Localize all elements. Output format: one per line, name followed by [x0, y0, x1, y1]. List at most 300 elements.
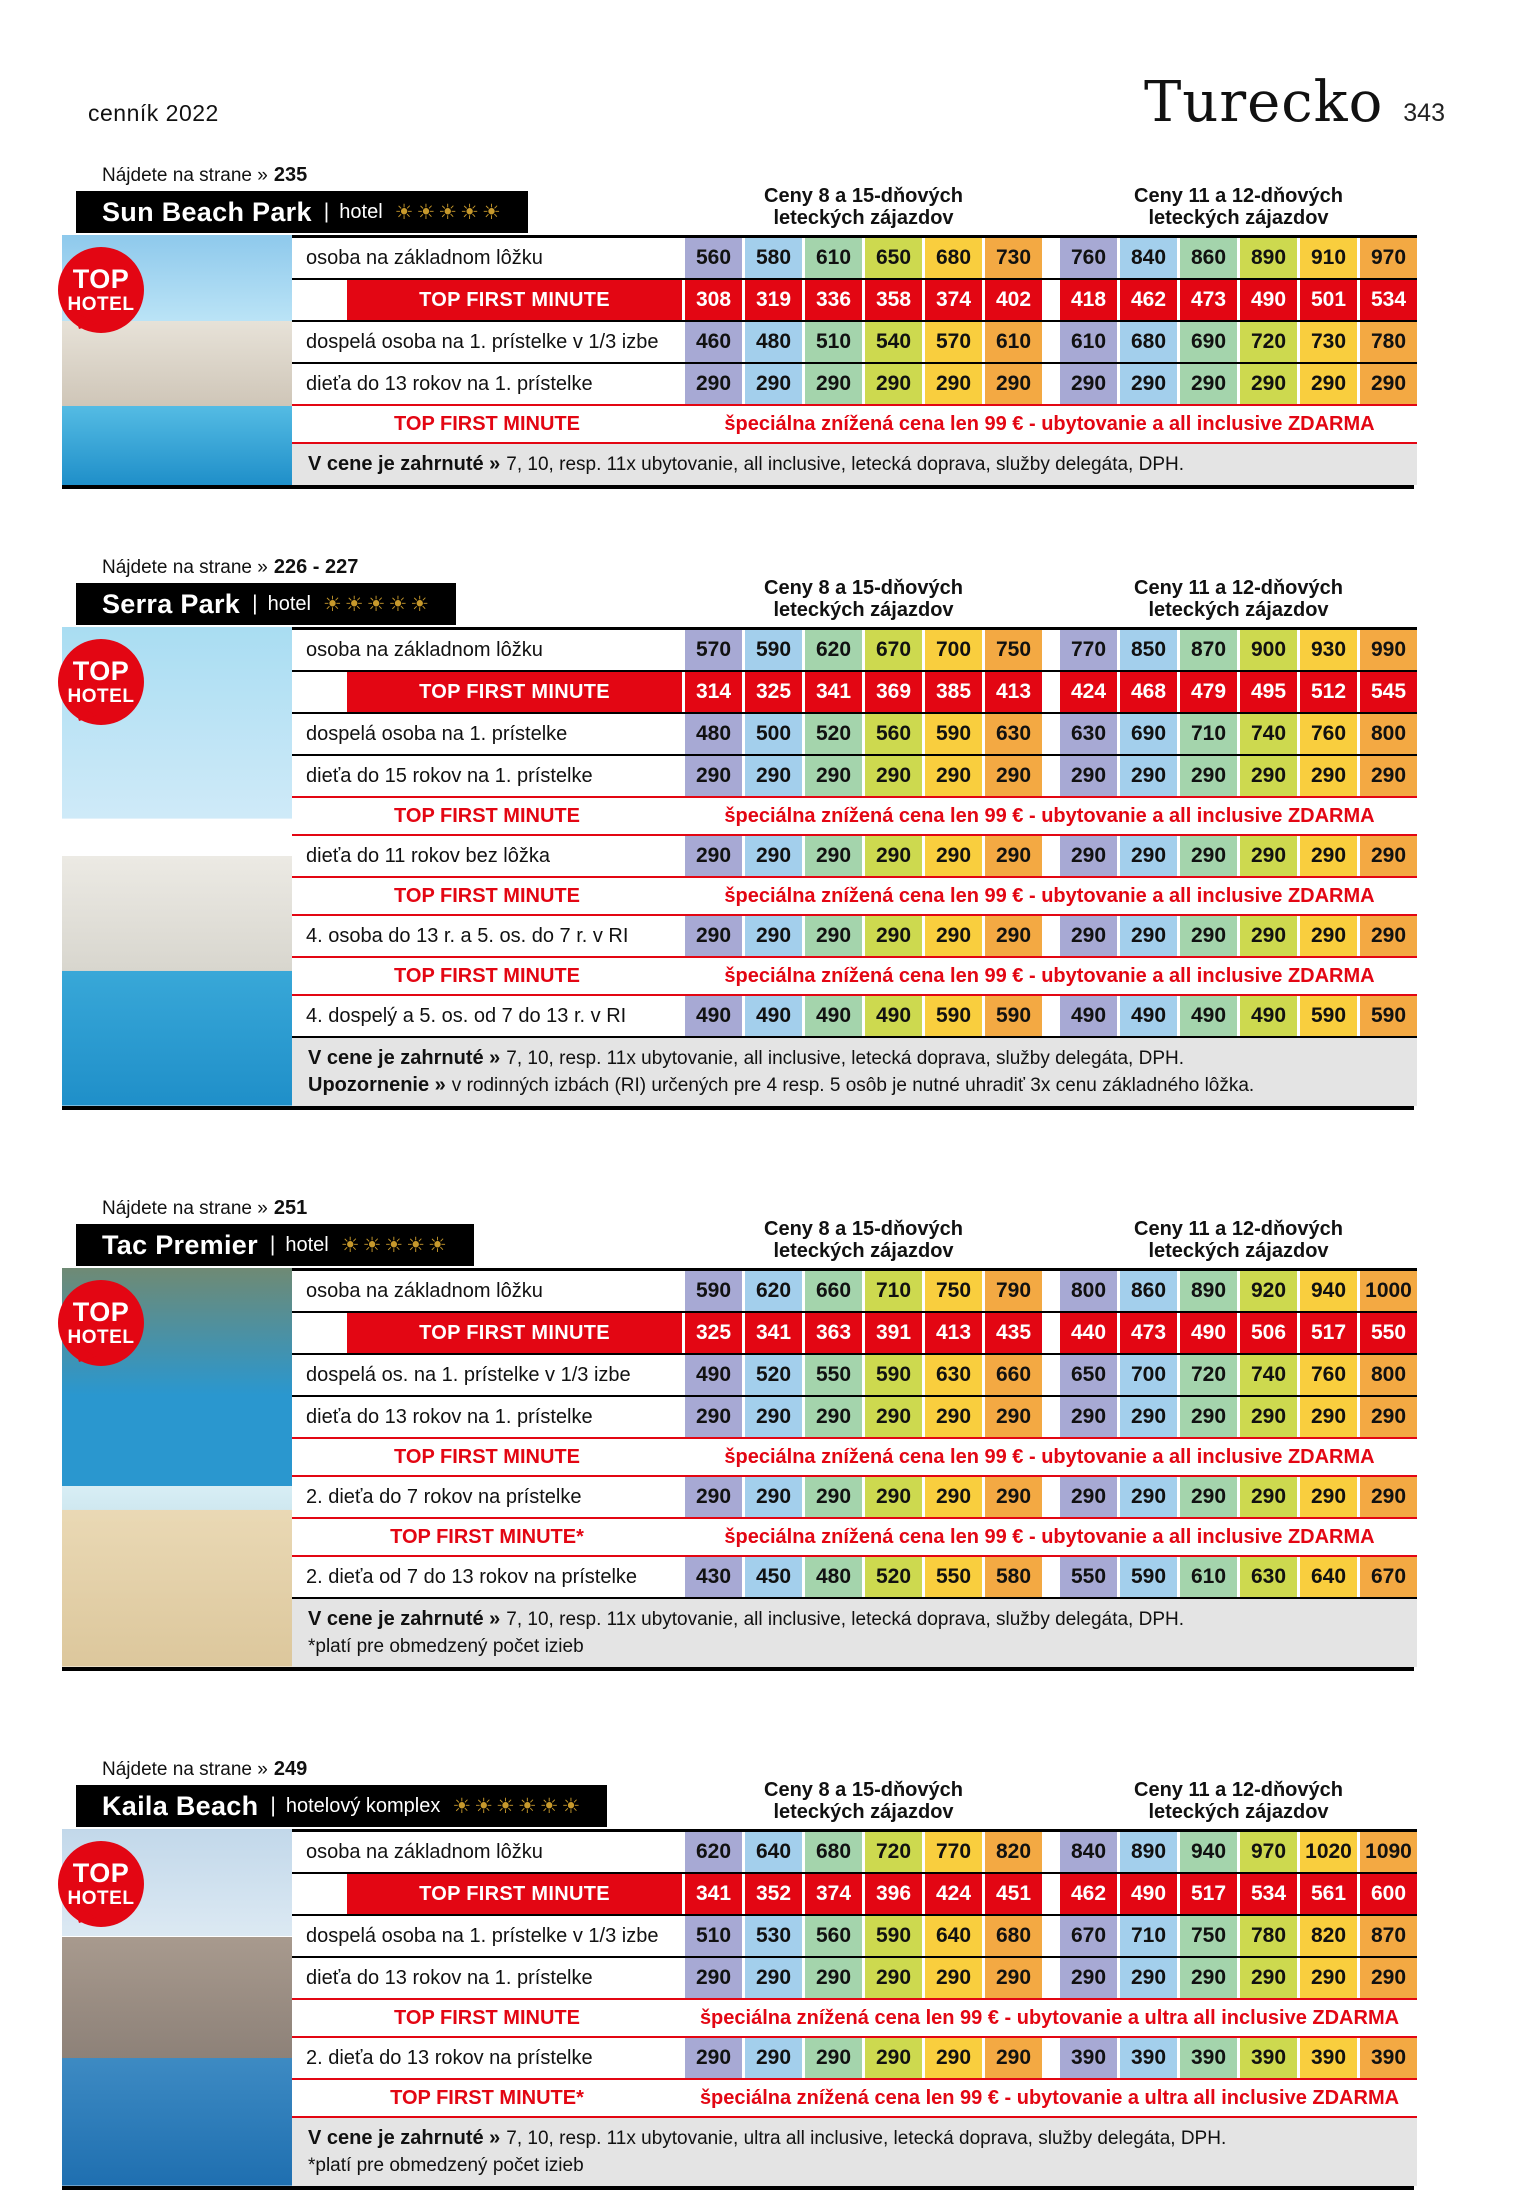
sun-icon: ☀ — [460, 200, 482, 224]
price-cell: 710 — [1180, 714, 1237, 754]
price-cell: 620 — [685, 1832, 742, 1872]
price-cell: 890 — [1180, 1271, 1237, 1311]
top-badge-text: HOTEL — [67, 1327, 135, 1348]
footnote-line — [308, 1633, 1401, 1660]
price-cell: 1020 — [1300, 1832, 1357, 1872]
price-cell: 660 — [985, 1355, 1042, 1395]
row-label: 4. osoba do 13 r. a 5. os. do 7 r. v RI — [306, 924, 629, 947]
price-cell: 700 — [925, 630, 982, 670]
price-cell: 770 — [925, 1832, 982, 1872]
price-cell: 640 — [1300, 1557, 1357, 1597]
price-cell: 290 — [925, 836, 982, 876]
special-offer-row — [292, 1998, 1417, 2038]
price-cell: 990 — [1360, 630, 1417, 670]
price-column-header-line: Ceny 11 a 12-dňových — [1134, 1779, 1343, 1801]
row-label: dospelá osoba na 1. prístelke v 1/3 izbe — [306, 330, 659, 353]
price-cell: 290 — [1300, 916, 1357, 956]
find-on-page — [102, 556, 358, 579]
special-offer-row — [292, 956, 1417, 996]
footnote-text: *platí pre obmedzený počet izieb — [308, 2155, 584, 2176]
price-cell: 413 — [985, 672, 1042, 712]
sun-icon: ☀ — [362, 1233, 385, 1257]
row-label: dieťa do 11 rokov bez lôžka — [306, 844, 550, 867]
price-cell: 501 — [1300, 280, 1357, 320]
price-cell: 435 — [985, 1313, 1042, 1353]
price-cell: 800 — [1060, 1271, 1117, 1311]
find-on-page-label: Nájdete na strane » — [102, 1759, 268, 1780]
price-cell: 900 — [1240, 630, 1297, 670]
price-row — [292, 362, 1417, 404]
section-body — [62, 1829, 1414, 2190]
sun-icon: ☀ — [481, 200, 504, 224]
price-cell: 290 — [805, 1397, 862, 1437]
price-cell: 510 — [685, 1916, 742, 1956]
price-cell: 520 — [865, 1557, 922, 1597]
row-label: osoba na základnom lôžku — [306, 1279, 543, 1302]
price-column-header-line: leteckých zájazdov — [1148, 1240, 1329, 1262]
top-first-minute-label: TOP FIRST MINUTE — [394, 884, 580, 907]
price-cell: 290 — [1360, 836, 1417, 876]
price-column-header-left — [682, 577, 1045, 621]
sun-icon: ☀ — [416, 200, 439, 224]
section-body — [62, 235, 1414, 489]
top-first-minute-row — [292, 1872, 1417, 1914]
price-cell: 290 — [1060, 364, 1117, 404]
price-cell: 512 — [1300, 672, 1357, 712]
top-first-minute-label: TOP FIRST MINUTE — [347, 280, 682, 320]
price-cell: 500 — [745, 714, 802, 754]
top-first-minute-label: TOP FIRST MINUTE* — [390, 1525, 584, 1548]
tfm-notch — [292, 1313, 347, 1353]
row-label: osoba na základnom lôžku — [306, 1840, 543, 1863]
price-cell: 680 — [805, 1832, 862, 1872]
price-cell: 720 — [865, 1832, 922, 1872]
top-first-minute-label: TOP FIRST MINUTE* — [390, 2086, 584, 2109]
row-label: dieťa do 15 rokov na 1. prístelke — [306, 764, 593, 787]
top-badge-text: TOP — [72, 1297, 130, 1327]
price-cell: 430 — [685, 1557, 742, 1597]
page-ref: 249 — [273, 1758, 308, 1780]
price-cell: 290 — [1060, 1477, 1117, 1517]
hotel-section — [62, 1758, 1414, 2190]
price-cell: 290 — [1060, 756, 1117, 796]
price-cell: 290 — [925, 1958, 982, 1998]
price-cell: 290 — [805, 756, 862, 796]
price-cell: 870 — [1360, 1916, 1417, 1956]
price-cell: 490 — [1240, 280, 1297, 320]
price-cell: 290 — [685, 1477, 742, 1517]
price-cell: 1090 — [1360, 1832, 1417, 1872]
price-cell: 290 — [1360, 916, 1417, 956]
hotel-type: hotelový komplex — [285, 1794, 441, 1817]
section-header-zone — [62, 164, 1414, 235]
price-cell: 940 — [1300, 1271, 1357, 1311]
price-cell: 290 — [1120, 364, 1177, 404]
top-badge-text: TOP — [72, 264, 130, 294]
hotel-name: Serra Park — [102, 588, 241, 619]
price-cell: 290 — [865, 1397, 922, 1437]
country-title-group — [1144, 70, 1445, 135]
price-cell: 760 — [1300, 714, 1357, 754]
sun-icon: ☀ — [539, 1794, 562, 1818]
price-cell: 290 — [865, 836, 922, 876]
price-cell: 740 — [1240, 1355, 1297, 1395]
sun-icon: ☀ — [384, 1233, 407, 1257]
top-badge-text: HOTEL — [67, 1888, 135, 1909]
price-cell: 590 — [865, 1916, 922, 1956]
footnote-line — [308, 1072, 1401, 1099]
price-cell: 290 — [1240, 1397, 1297, 1437]
price-cell: 630 — [1240, 1557, 1297, 1597]
star-rating — [341, 1233, 450, 1258]
price-cell: 520 — [805, 714, 862, 754]
price-cell: 680 — [985, 1916, 1042, 1956]
price-cell: 290 — [685, 916, 742, 956]
price-cell: 590 — [865, 1355, 922, 1395]
price-cell: 290 — [1180, 1477, 1237, 1517]
top-badge-text: TOP — [72, 1858, 130, 1888]
price-cell: 480 — [805, 1557, 862, 1597]
price-cell: 850 — [1120, 630, 1177, 670]
price-cell: 534 — [1360, 280, 1417, 320]
section-footnote — [292, 1036, 1417, 1106]
price-cell: 860 — [1120, 1271, 1177, 1311]
price-cell: 290 — [1180, 1397, 1237, 1437]
price-cell: 290 — [925, 1477, 982, 1517]
price-cell: 620 — [745, 1271, 802, 1311]
footnote-text: *platí pre obmedzený počet izieb — [308, 1636, 584, 1657]
price-cell: 490 — [1120, 996, 1177, 1036]
row-label: dieťa do 13 rokov na 1. prístelke — [306, 372, 593, 395]
price-row — [292, 996, 1417, 1036]
price-cell: 290 — [685, 364, 742, 404]
price-cell: 910 — [1300, 238, 1357, 278]
price-column-header-line: Ceny 8 a 15-dňových — [764, 185, 963, 207]
price-cell: 860 — [1180, 238, 1237, 278]
price-cell: 325 — [685, 1313, 742, 1353]
price-cell: 660 — [805, 1271, 862, 1311]
price-table — [292, 235, 1417, 485]
price-cell: 690 — [1120, 714, 1177, 754]
row-label: dospelá os. na 1. prístelke v 1/3 izbe — [306, 1363, 631, 1386]
price-cell: 490 — [1180, 1313, 1237, 1353]
page-ref: 235 — [273, 164, 308, 186]
footnote-lead: V cene je zahrnuté » — [308, 1608, 501, 1630]
price-cell: 670 — [1060, 1916, 1117, 1956]
section-body — [62, 1268, 1414, 1671]
price-row — [292, 754, 1417, 796]
page-ref: 226 - 227 — [273, 556, 359, 578]
price-cell: 290 — [1300, 1397, 1357, 1437]
price-cell: 561 — [1300, 1874, 1357, 1914]
price-column-header-left — [682, 1218, 1045, 1262]
price-cell: 290 — [925, 1397, 982, 1437]
price-row — [292, 1914, 1417, 1956]
price-cell: 290 — [1240, 364, 1297, 404]
price-cell: 730 — [1300, 322, 1357, 362]
hotel-photo — [62, 1268, 292, 1667]
price-table — [292, 627, 1417, 1106]
price-cell: 290 — [985, 836, 1042, 876]
price-cell: 369 — [865, 672, 922, 712]
price-cell: 490 — [1120, 1874, 1177, 1914]
price-cell: 940 — [1180, 1832, 1237, 1872]
price-cell: 290 — [805, 1958, 862, 1998]
top-first-minute-label: TOP FIRST MINUTE — [394, 804, 580, 827]
price-column-header-left — [682, 1779, 1045, 1823]
footnote-line — [308, 1045, 1401, 1072]
price-cell: 780 — [1240, 1916, 1297, 1956]
price-cell: 290 — [1180, 916, 1237, 956]
price-cell: 920 — [1240, 1271, 1297, 1311]
price-row — [292, 630, 1417, 670]
price-cell: 290 — [1060, 836, 1117, 876]
price-cell: 290 — [745, 1397, 802, 1437]
special-offer-text: špeciálna znížená cena len 99 € - ubytovanie a all inclusive ZDARMA — [724, 884, 1375, 907]
price-cell: 750 — [985, 630, 1042, 670]
price-cell: 396 — [865, 1874, 922, 1914]
tfm-notch — [292, 280, 347, 320]
price-cell: 545 — [1360, 672, 1417, 712]
price-row — [292, 238, 1417, 278]
hotel-name: Tac Premier — [102, 1229, 258, 1260]
price-cell: 290 — [745, 916, 802, 956]
price-cell: 290 — [685, 1958, 742, 1998]
price-row — [292, 916, 1417, 956]
price-column-header-line: Ceny 11 a 12-dňových — [1134, 185, 1343, 207]
price-cell: 750 — [925, 1271, 982, 1311]
hotel-title-bar — [76, 583, 456, 625]
price-cell: 540 — [865, 322, 922, 362]
top-hotel-badge — [58, 1280, 144, 1366]
price-cell: 590 — [1360, 996, 1417, 1036]
sun-icon: ☀ — [344, 592, 367, 616]
price-cell: 630 — [1060, 714, 1117, 754]
price-cell: 290 — [865, 1958, 922, 1998]
price-cell: 720 — [1240, 322, 1297, 362]
top-first-minute-label: TOP FIRST MINUTE — [394, 964, 580, 987]
price-column-header-line: Ceny 8 a 15-dňových — [764, 1779, 963, 1801]
price-cell: 450 — [745, 1557, 802, 1597]
price-cell: 630 — [925, 1355, 982, 1395]
section-footnote — [292, 1597, 1417, 1667]
special-offer-row — [292, 404, 1417, 444]
price-cell: 314 — [685, 672, 742, 712]
price-cell: 319 — [745, 280, 802, 320]
price-cell: 341 — [685, 1874, 742, 1914]
price-cell: 290 — [985, 1397, 1042, 1437]
price-column-header-right — [1060, 1779, 1417, 1823]
name-type-separator: | — [269, 1233, 276, 1256]
price-cell: 290 — [1360, 756, 1417, 796]
sun-icon: ☀ — [366, 592, 389, 616]
price-cell: 590 — [745, 630, 802, 670]
price-cell: 490 — [1180, 996, 1237, 1036]
page-number: 343 — [1403, 99, 1445, 127]
price-cell: 720 — [1180, 1355, 1237, 1395]
price-cell: 290 — [865, 364, 922, 404]
price-cell: 290 — [1240, 1477, 1297, 1517]
sun-icon: ☀ — [438, 200, 461, 224]
price-cell: 600 — [1360, 1874, 1417, 1914]
price-cell: 560 — [865, 714, 922, 754]
special-offer-row — [292, 876, 1417, 916]
row-label: dieťa do 13 rokov na 1. prístelke — [306, 1966, 593, 1989]
price-cell: 620 — [805, 630, 862, 670]
price-cell: 290 — [1240, 836, 1297, 876]
sun-icon: ☀ — [340, 1233, 363, 1257]
price-cell: 290 — [1180, 756, 1237, 796]
price-cell: 680 — [925, 238, 982, 278]
special-offer-row — [292, 796, 1417, 836]
price-column-header-right — [1060, 185, 1417, 229]
price-cell: 290 — [1360, 1958, 1417, 1998]
row-label: dospelá osoba na 1. prístelke — [306, 722, 568, 745]
price-column-header-line: leteckých zájazdov — [773, 207, 954, 229]
hotel-photo — [62, 235, 292, 485]
price-cell: 740 — [1240, 714, 1297, 754]
price-cell: 640 — [745, 1832, 802, 1872]
top-badge-text: TOP — [72, 656, 130, 686]
sun-icon: ☀ — [322, 592, 345, 616]
price-cell: 550 — [1360, 1313, 1417, 1353]
price-cell: 570 — [925, 322, 982, 362]
price-cell: 290 — [1360, 1477, 1417, 1517]
price-column-header-line: leteckých zájazdov — [773, 1801, 954, 1823]
price-cell: 374 — [925, 280, 982, 320]
price-cell: 517 — [1180, 1874, 1237, 1914]
price-column-header-line: Ceny 11 a 12-dňových — [1134, 577, 1343, 599]
price-column-header-line: leteckých zájazdov — [773, 599, 954, 621]
section-footnote — [292, 2118, 1417, 2186]
sun-icon: ☀ — [428, 1233, 450, 1257]
top-first-minute-label: TOP FIRST MINUTE — [347, 672, 682, 712]
price-cell: 290 — [1300, 756, 1357, 796]
price-cell: 341 — [805, 672, 862, 712]
price-cell: 290 — [1060, 916, 1117, 956]
find-on-page-label: Nájdete na strane » — [102, 1198, 268, 1219]
price-cell: 580 — [985, 1557, 1042, 1597]
price-cell: 510 — [805, 322, 862, 362]
price-cell: 462 — [1120, 280, 1177, 320]
find-on-page — [102, 164, 307, 187]
price-cell: 1000 — [1360, 1271, 1417, 1311]
price-cell: 290 — [1240, 756, 1297, 796]
price-cell: 402 — [985, 280, 1042, 320]
price-cell: 290 — [1120, 836, 1177, 876]
price-cell: 290 — [1180, 364, 1237, 404]
hotel-title-bar — [76, 1785, 607, 1827]
price-cell: 358 — [865, 280, 922, 320]
footnote-text: 7, 10, resp. 11x ubytovanie, ultra all inclusive, letecká doprava, služby delegáta, DPH. — [506, 2128, 1227, 2149]
price-column-header-line: Ceny 8 a 15-dňových — [764, 577, 963, 599]
price-row — [292, 1956, 1417, 1998]
price-cell: 325 — [745, 672, 802, 712]
price-cell: 530 — [745, 1916, 802, 1956]
top-badge-text: HOTEL — [67, 294, 135, 315]
price-cell: 290 — [985, 1477, 1042, 1517]
price-cell: 290 — [985, 916, 1042, 956]
price-cell: 840 — [1120, 238, 1177, 278]
price-cell: 390 — [1120, 2038, 1177, 2078]
footnote-lead: V cene je zahrnuté » — [308, 1047, 501, 1069]
price-cell: 468 — [1120, 672, 1177, 712]
special-offer-text: špeciálna znížená cena len 99 € - ubytovanie a all inclusive ZDARMA — [724, 1445, 1375, 1468]
price-cell: 290 — [745, 756, 802, 796]
price-cell: 479 — [1180, 672, 1237, 712]
price-column-header-left — [682, 185, 1045, 229]
hotel-title-bar — [76, 1224, 474, 1266]
row-label: 2. dieťa do 7 rokov na prístelke — [306, 1485, 582, 1508]
price-column-header-line: leteckých zájazdov — [1148, 207, 1329, 229]
hotel-type: hotel — [285, 1233, 329, 1256]
price-cell: 480 — [685, 714, 742, 754]
price-cell: 352 — [745, 1874, 802, 1914]
price-cell: 290 — [865, 916, 922, 956]
footnote-line — [308, 2152, 1401, 2179]
price-cell: 290 — [985, 364, 1042, 404]
price-cell: 930 — [1300, 630, 1357, 670]
price-cell: 363 — [805, 1313, 862, 1353]
price-row — [292, 320, 1417, 362]
hotel-name: Kaila Beach — [102, 1790, 259, 1821]
price-column-header-line: Ceny 8 a 15-dňových — [764, 1218, 963, 1240]
price-cell: 290 — [745, 836, 802, 876]
price-cell: 290 — [1120, 916, 1177, 956]
price-cell: 670 — [1360, 1557, 1417, 1597]
price-row — [292, 1353, 1417, 1395]
top-badge-text: HOTEL — [67, 686, 135, 707]
price-cell: 550 — [925, 1557, 982, 1597]
price-cell: 290 — [1300, 364, 1357, 404]
price-cell: 650 — [1060, 1355, 1117, 1395]
price-cell: 290 — [865, 756, 922, 796]
price-cell: 290 — [865, 2038, 922, 2078]
price-cell: 560 — [805, 1916, 862, 1956]
row-label: 4. dospelý a 5. os. od 7 do 13 r. v RI — [306, 1004, 627, 1027]
price-cell: 517 — [1300, 1313, 1357, 1353]
hotel-type: hotel — [339, 200, 383, 223]
price-cell: 390 — [1240, 2038, 1297, 2078]
price-cell: 750 — [1180, 1916, 1237, 1956]
top-first-minute-row — [292, 1311, 1417, 1353]
top-hotel-badge — [58, 247, 144, 333]
footnote-text: v rodinných izbách (RI) určených pre 4 resp. 5 osôb je nutné uhradiť 3x cenu základného lôžka. — [451, 1075, 1255, 1096]
price-cell: 590 — [925, 996, 982, 1036]
price-cell: 290 — [1120, 1397, 1177, 1437]
price-cell: 290 — [805, 836, 862, 876]
price-cell: 290 — [925, 916, 982, 956]
hotel-section — [62, 1197, 1414, 1671]
price-cell: 290 — [685, 2038, 742, 2078]
price-cell: 506 — [1240, 1313, 1297, 1353]
price-cell: 290 — [925, 2038, 982, 2078]
price-cell: 550 — [1060, 1557, 1117, 1597]
row-label: 2. dieťa do 13 rokov na prístelke — [306, 2046, 593, 2069]
special-offer-text: špeciálna znížená cena len 99 € - ubytovanie a ultra all inclusive ZDARMA — [699, 2006, 1400, 2029]
star-rating — [452, 1794, 583, 1819]
section-body — [62, 627, 1414, 1110]
price-cell: 290 — [1120, 756, 1177, 796]
section-header-zone — [62, 1758, 1414, 1829]
catalog-label: cenník 2022 — [88, 100, 219, 126]
price-cell: 590 — [685, 1271, 742, 1311]
sun-icon: ☀ — [410, 592, 433, 616]
tfm-notch — [292, 672, 347, 712]
price-cell: 590 — [1120, 1557, 1177, 1597]
price-cell: 580 — [745, 238, 802, 278]
country-title: Turecko — [1143, 70, 1384, 135]
